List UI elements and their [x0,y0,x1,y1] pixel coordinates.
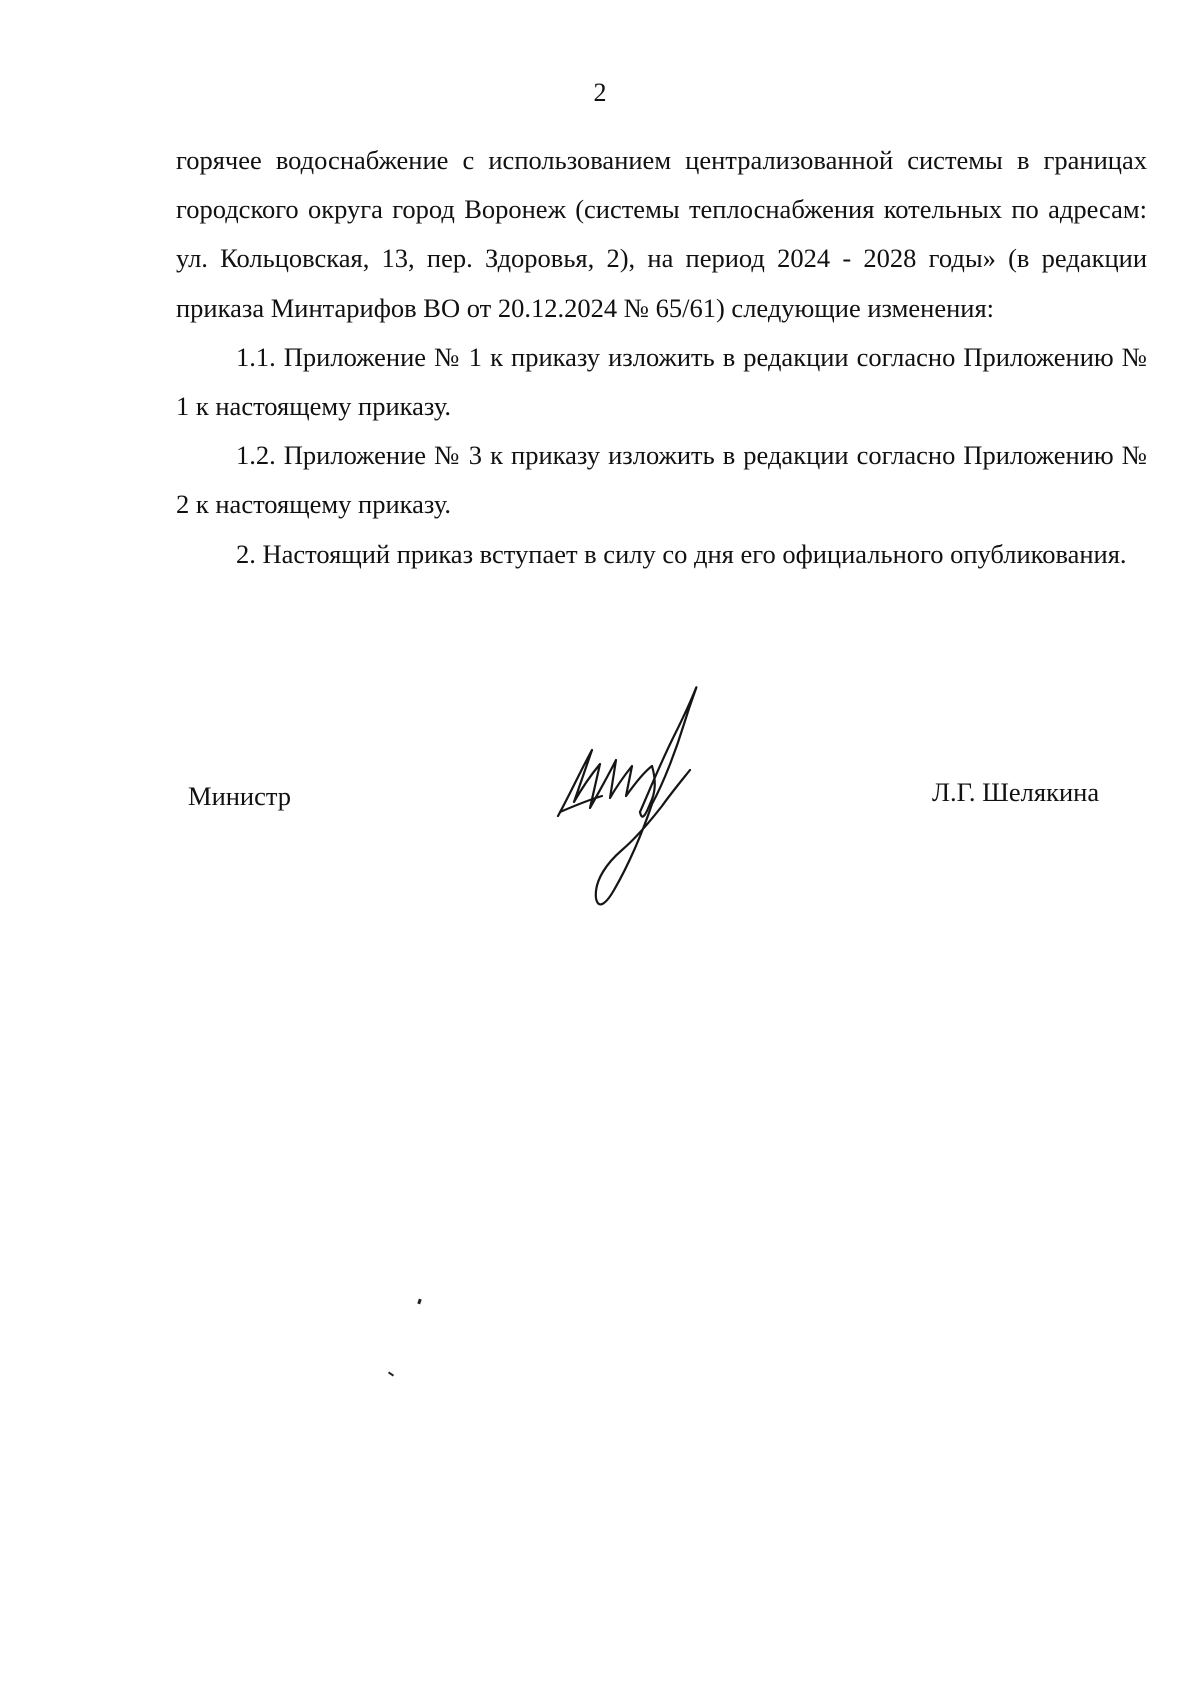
item-1-1-paragraph: 1.1. Приложение № 1 к приказу изложить в редакции согласно Приложению № 1 к настоящему приказу. [176,341,1147,422]
document-body [176,136,1147,579]
signatory-name: Л.Г. Шелякина [932,777,1100,807]
signatory-position: Министр [188,781,292,811]
scan-speck [388,1371,394,1376]
handwritten-signature [552,684,722,909]
scan-speck [417,1299,422,1305]
lead-paragraph: горячее водоснабжение с использованием централизованной системы в границах городского округа город Воронеж (системы теплоснабжения котельных по адресам: ул. Кольцовская, 13, пер. Здоровья, 2), на период 2024 - 2028 годы» (в редакции приказа Минтарифов ВО от 20.12.2024 № 65/61) следующие изменения: [176,145,1147,323]
item-1-2-paragraph: 1.2. Приложение № 3 к приказу изложить в редакции согласно Приложению № 2 к настоящему приказу. [176,440,1147,520]
item-2-paragraph: 2. Настоящий приказ вступает в силу со дня его официального опубликования. [236,538,1127,569]
page-number: 2 [593,78,607,107]
